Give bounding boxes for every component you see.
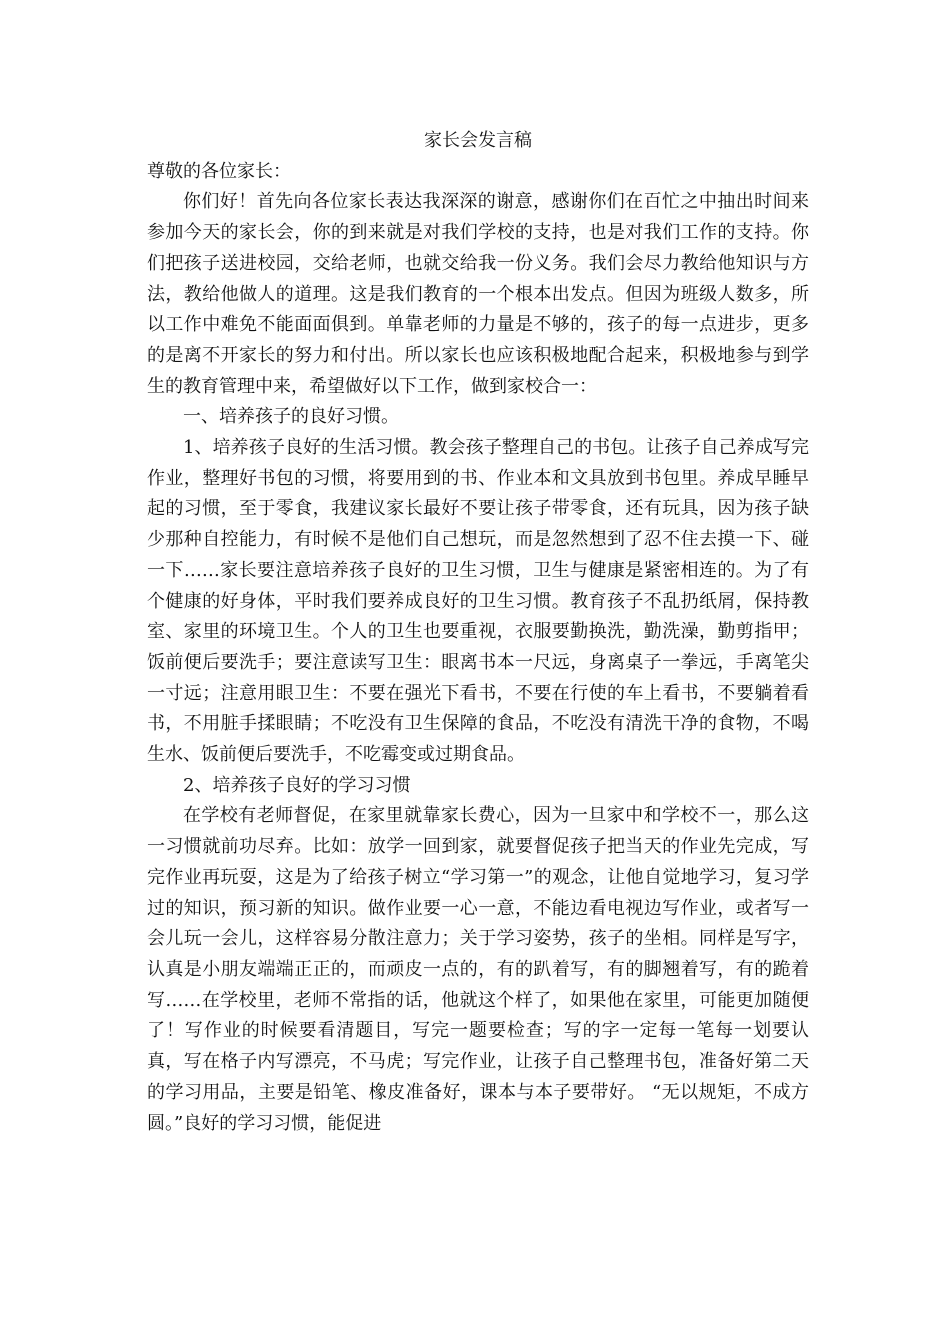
subheading-study-habits: 2、培养孩子良好的学习习惯 [183,774,411,796]
salutation: 尊敬的各位家长： [147,160,291,182]
document-body [147,126,809,1139]
document-title: 家长会发言稿 [424,130,532,151]
paragraph-greeting: 你们好！首先向各位家长表达我深深的谢意，感谢你们在百忙之中抽出时间来参加今天的家长会，你的到来就是对我们学校的支持，也是对我们工作的支持。你们把孩子送进校园，交给老师，也就交给我一份义务。我们会尽力教给他知识与方法，教给他做人的道理。这是我们教育的一个根本出发点。但因为班级人数多，所以工作中难免不能面面俱到。单靠老师的力量是不够的，孩子的每一点进步，更多的是离不开家长的努力和付出。所以家长也应该积极地配合起来，积极地参与到学生的教育管理中来，希望做好以下工作，做到家校合一： [147,191,809,397]
paragraph-living-habits: 1、培养孩子良好的生活习惯。教会孩子整理自己的书包。让孩子自己养成写完作业，整理好书包的习惯，将要用到的书、作业本和文具放到书包里。养成早睡早起的习惯，至于零食，我建议家长最好不要让孩子带零食，还有玩具，因为孩子缺少那种自控能力，有时候不是他们自己想玩，而是忽然想到了忍不住去摸一下、碰一下……家长要注意培养孩子良好的卫生习惯，卫生与健康是紧密相连的。为了有个健康的好身体，平时我们要养成良好的卫生习惯。教育孩子不乱扔纸屑，保持教室、家里的环境卫生。个人的卫生也要重视，衣服要勤换洗，勤洗澡，勤剪指甲；饭前便后要洗手；要注意读写卫生：眼离书本一尺远，身离桌子一拳远，手离笔尖一寸远；注意用眼卫生：不要在强光下看书，不要在行使的车上看书，不要躺着看书，不用脏手揉眼睛；不吃没有卫生保障的食品，不吃没有清洗干净的食物，不喝生水、饭前便后要洗手，不吃霉变或过期食品。 [147,437,809,766]
section-heading-habits: 一、培养孩子的良好习惯。 [183,406,399,428]
paragraph-study-habits: 在学校有老师督促，在家里就靠家长费心，因为一旦家中和学校不一，那么这一习惯就前功尽弃。比如：放学一回到家，就要督促孩子把当天的作业先完成，写完作业再玩耍，这是为了给孩子树立“学习第一”的观念，让他自觉地学习，复习学过的知识，预习新的知识。做作业要一心一意，不能边看电视边写作业，或者写一会儿玩一会儿，这样容易分散注意力；关于学习姿势，孩子的坐相。同样是写字，认真是小朋友端端正正的，而顽皮一点的，有的趴着写，有的脚翘着写，有的跪着写……在学校里，老师不常指的话，他就这个样了，如果他在家里，可能更加随便了！写作业的时候要看清题目，写完一题要检查；写的字一定每一笔每一划要认真，写在格子内写漂亮，不马虎；写完作业，让孩子自己整理书包，准备好第二天的学习用品，主要是铅笔、橡皮准备好，课本与本子要带好。 “无以规矩，不成方圆。”良好的学习习惯，能促进 [147,805,809,1134]
